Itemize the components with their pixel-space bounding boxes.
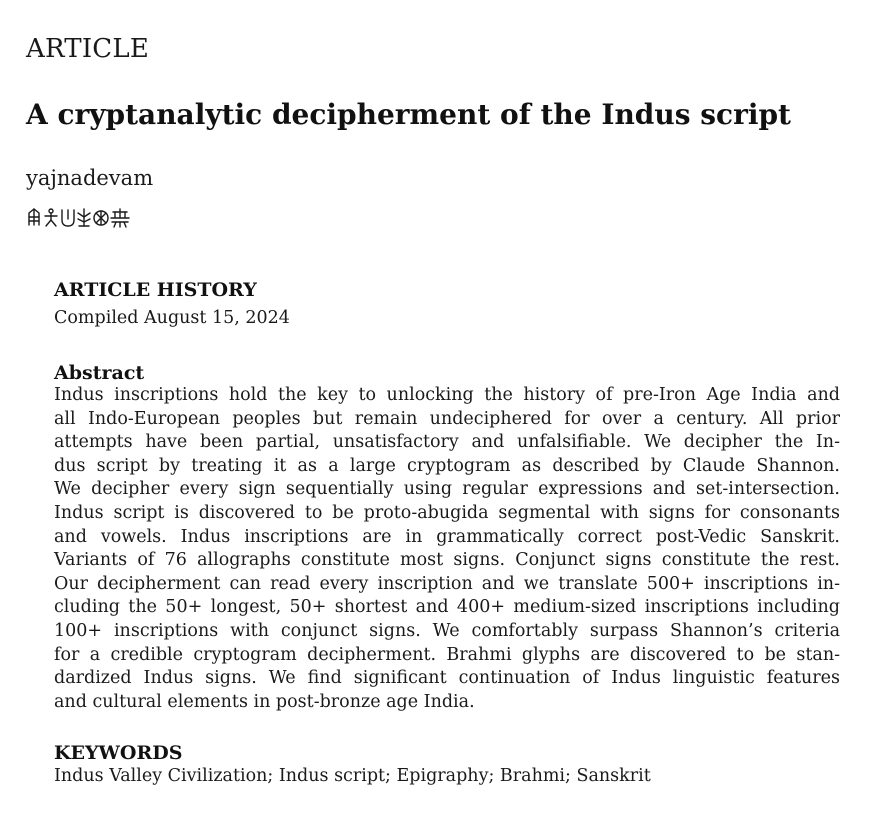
- article-title: A cryptanalytic decipherment of the Indus script: [26, 98, 791, 131]
- indus-script-glyphs-icon: [26, 205, 136, 231]
- indus-glyph-4: [78, 209, 90, 226]
- abstract-line: dardized Indus signs. We find significant continuation of Indus linguistic features: [54, 668, 840, 689]
- article-history-heading: ARTICLE HISTORY: [54, 279, 257, 301]
- article-type-label: ARTICLE: [26, 34, 150, 64]
- abstract-line: We decipher every sign sequentially using regular expressions and set-intersection.: [54, 479, 840, 500]
- abstract-line: all Indo-European peoples but remain undeciphered for over a century. All prior: [54, 408, 840, 429]
- abstract-line: Indus inscriptions hold the key to unlocking the history of pre-Iron Age India and: [54, 385, 840, 405]
- indus-glyph-5: [94, 211, 108, 225]
- indus-glyph-6: [111, 209, 129, 227]
- indus-glyph-1: [29, 209, 39, 225]
- abstract-line: Indus script is discovered to be proto-abugida segmental with signs for consonants: [54, 502, 840, 523]
- abstract-body: [54, 384, 840, 714]
- abstract-line: and vowels. Indus inscriptions are in grammatically correct post-Vedic Sanskrit.: [54, 526, 840, 547]
- indus-glyph-strip: [26, 205, 136, 231]
- indus-glyph-2: [45, 209, 57, 226]
- indus-glyph-3: [62, 210, 74, 226]
- abstract-line: 100+ inscriptions with conjunct signs. We comfortably surpass Shannon’s criteria: [54, 620, 840, 641]
- abstract-line: Variants of 76 allographs constitute most signs. Conjunct signs constitute the rest.: [54, 550, 840, 571]
- abstract-line: dus script by treating it as a large cryptogram as described by Claude Shannon.: [54, 455, 840, 476]
- compiled-date: Compiled August 15, 2024: [54, 308, 290, 328]
- abstract-line: for a credible cryptogram decipherment. Brahmi glyphs are discovered to be stan-: [54, 644, 840, 665]
- keywords-list: Indus Valley Civilization; Indus script; Epigraphy; Brahmi; Sanskrit: [54, 766, 651, 786]
- abstract-line: and cultural elements in post-bronze age India.: [54, 691, 475, 712]
- abstract-line: cluding the 50+ longest, 50+ shortest and 400+ medium-sized inscriptions including: [54, 597, 840, 618]
- abstract-line: attempts have been partial, unsatisfactory and unfalsifiable. We decipher the In-: [54, 432, 840, 453]
- abstract-line: Our decipherment can read every inscription and we translate 500+ inscriptions in-: [54, 573, 840, 594]
- keywords-heading: KEYWORDS: [54, 742, 183, 764]
- author-name: yajnadevam: [26, 166, 154, 190]
- abstract-heading: Abstract: [54, 362, 145, 384]
